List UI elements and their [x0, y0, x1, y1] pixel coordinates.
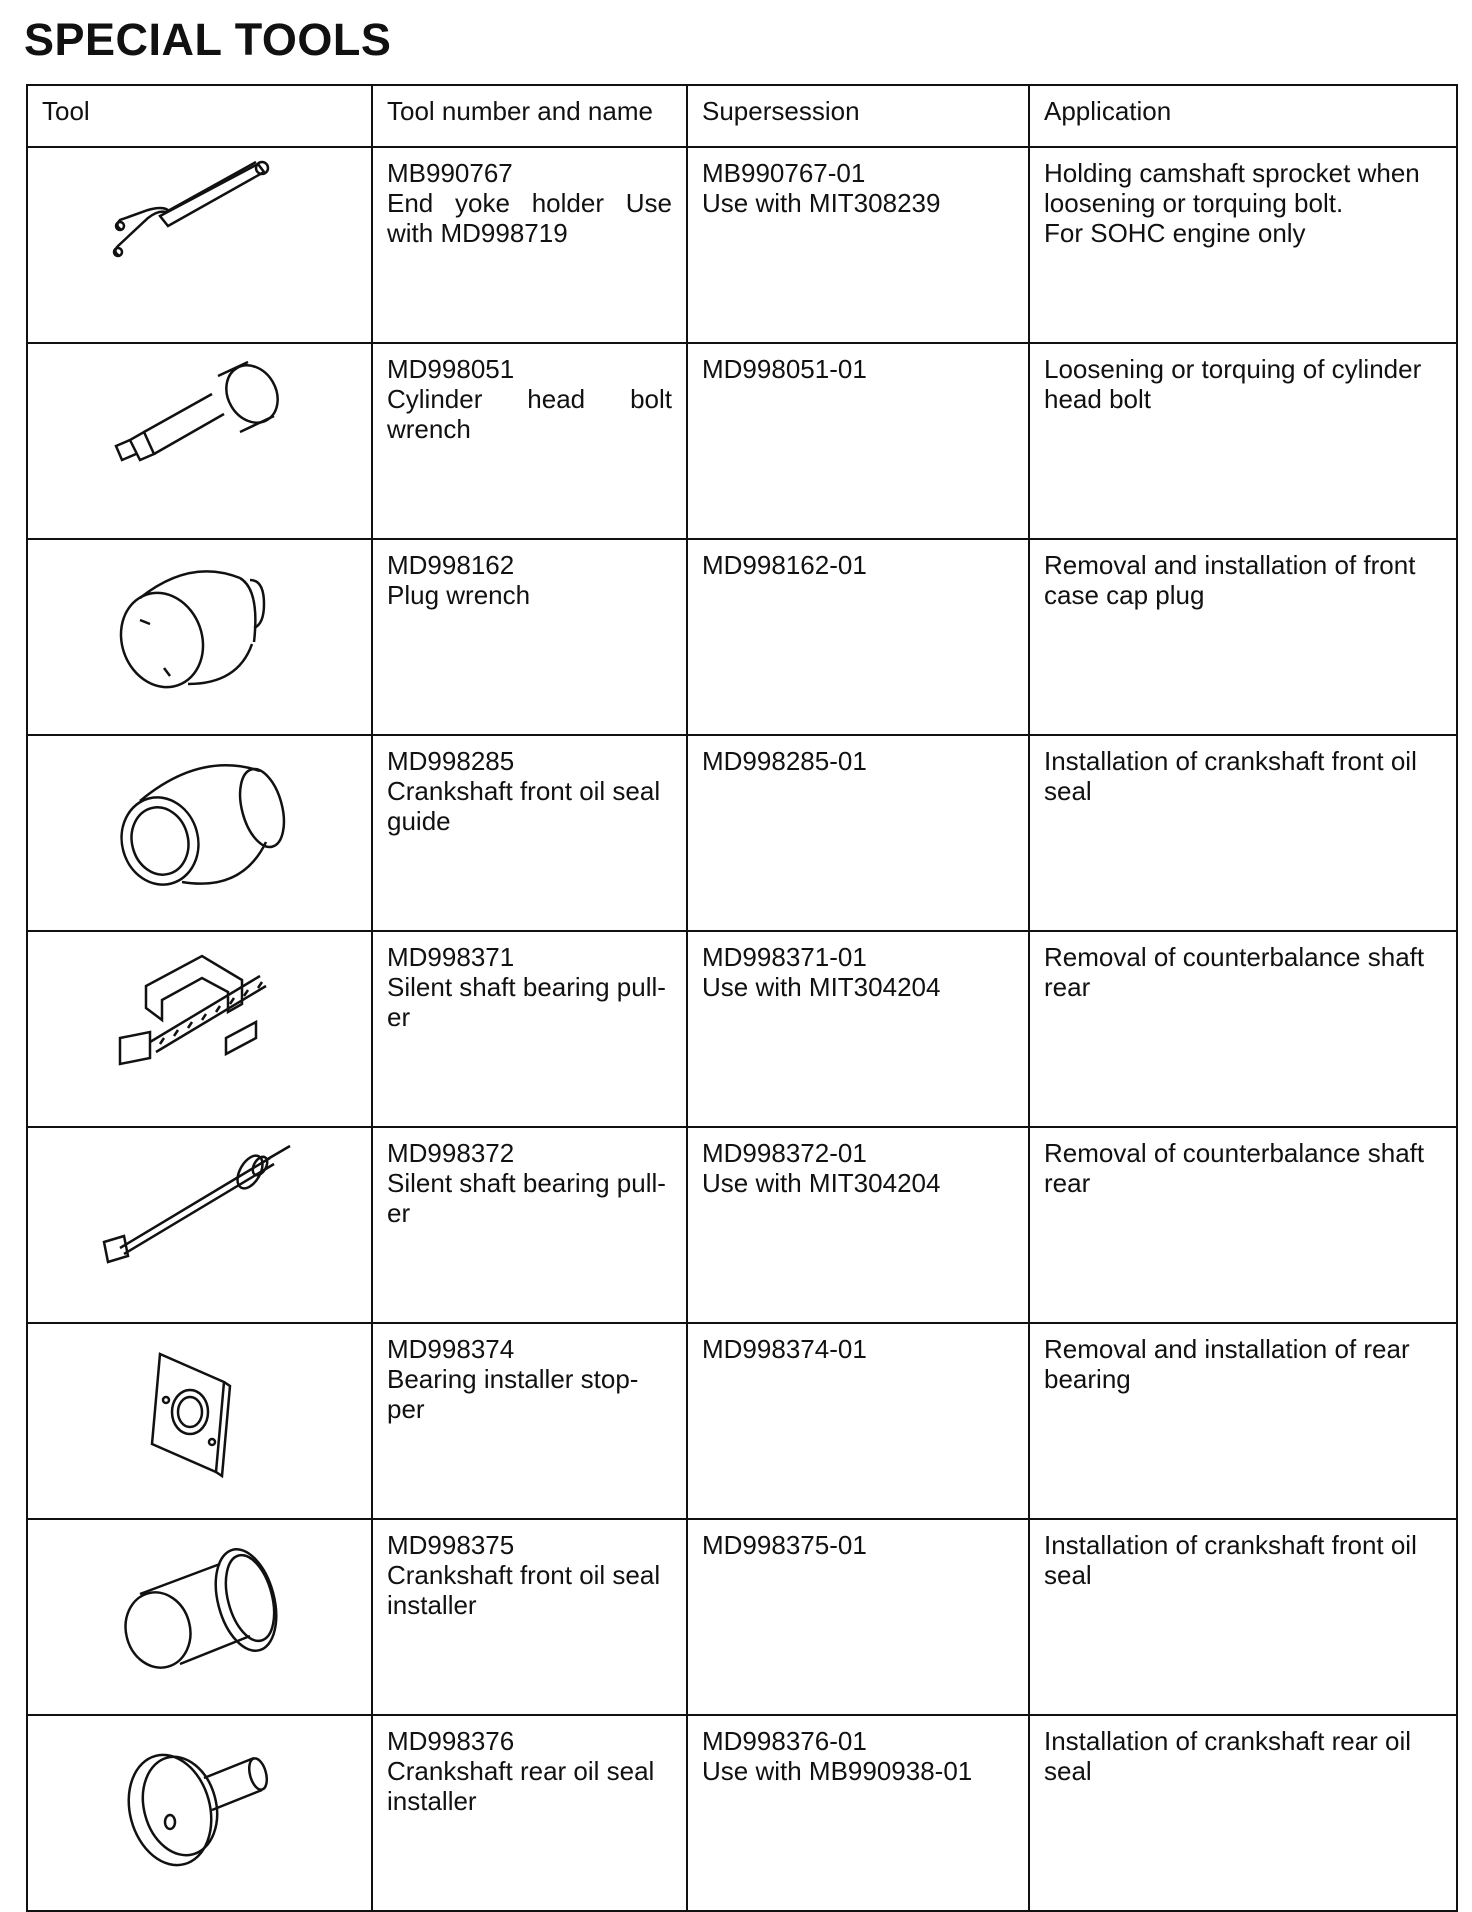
- tool-number: MD998375: [387, 1530, 515, 1560]
- supersession-note: Use with MIT304204: [702, 972, 941, 1002]
- supersession-cell: [687, 1519, 1029, 1715]
- application-cell: [1029, 931, 1457, 1127]
- tool-name: End yoke holder Use with MD998719: [387, 188, 672, 248]
- supersession-cell: [687, 147, 1029, 343]
- table-header-row: [27, 85, 1457, 147]
- tool-illustration-cell: [27, 1715, 372, 1911]
- table-row: [27, 931, 1457, 1127]
- tool-name: Crankshaft front oil seal installer: [387, 1560, 661, 1620]
- application-text: Removal of counterbalance shaft rear: [1044, 1138, 1425, 1198]
- tool-number-name-cell: [372, 1127, 687, 1323]
- tool-illustration-cell: [27, 539, 372, 735]
- oil-seal-guide-icon: [100, 746, 300, 896]
- tool-name: Bearing installer stop-per: [387, 1364, 639, 1424]
- tool-number: MD998162: [387, 550, 515, 580]
- table-row: [27, 1715, 1457, 1911]
- supersession-cell: [687, 539, 1029, 735]
- header-application: Application: [1029, 85, 1457, 147]
- tool-illustration-cell: [27, 931, 372, 1127]
- tool-name: Crankshaft front oil seal guide: [387, 776, 661, 836]
- front-oil-seal-installer-icon: [100, 1530, 300, 1680]
- supersession-number: MB990767-01: [702, 158, 866, 188]
- rear-oil-seal-installer-icon: [100, 1726, 300, 1876]
- supersession-number: MD998375-01: [702, 1530, 867, 1560]
- tool-number-name-cell: [372, 931, 687, 1127]
- tool-number-name-cell: [372, 343, 687, 539]
- page-title: SPECIAL TOOLS: [24, 14, 392, 65]
- application-text: Holding camshaft sprocket when loosening or torquing bolt.: [1044, 158, 1420, 218]
- supersession-cell: [687, 1323, 1029, 1519]
- tool-number-name-cell: [372, 539, 687, 735]
- application-cell: [1029, 735, 1457, 931]
- application-cell: [1029, 1519, 1457, 1715]
- header-tool: Tool: [27, 85, 372, 147]
- supersession-cell: [687, 1127, 1029, 1323]
- tool-illustration-cell: [27, 735, 372, 931]
- installer-stopper-plate-icon: [100, 1334, 300, 1484]
- supersession-cell: [687, 735, 1029, 931]
- application-cell: [1029, 1323, 1457, 1519]
- application-text: Removal of counterbalance shaft rear: [1044, 942, 1425, 1002]
- table-row: [27, 1323, 1457, 1519]
- table-row: [27, 1127, 1457, 1323]
- bearing-puller-clamp-icon: [100, 942, 300, 1082]
- tool-illustration-cell: [27, 1519, 372, 1715]
- tool-number: MD998376: [387, 1726, 515, 1756]
- application-text: Installation of crankshaft front oil seal: [1044, 746, 1417, 806]
- tool-number-name-cell: [372, 1715, 687, 1911]
- special-tools-table: [26, 84, 1458, 1912]
- supersession-number: MD998371-01: [702, 942, 867, 972]
- supersession-cell: [687, 1715, 1029, 1911]
- tool-number: MD998374: [387, 1334, 515, 1364]
- end-yoke-holder-icon: [100, 158, 300, 278]
- supersession-note: Use with MB990938-01: [702, 1756, 973, 1786]
- application-text: Removal and installation of front case cap plug: [1044, 550, 1416, 610]
- supersession-note: Use with MIT304204: [702, 1168, 941, 1198]
- application-cell: [1029, 1127, 1457, 1323]
- tool-number: MD998051: [387, 354, 515, 384]
- supersession-cell: [687, 343, 1029, 539]
- table-row: [27, 735, 1457, 931]
- supersession-number: MD998285-01: [702, 746, 867, 776]
- supersession-note: Use with MIT308239: [702, 188, 941, 218]
- tool-name: Crankshaft rear oil seal installer: [387, 1756, 655, 1816]
- header-tool-number-and-name: Tool number and name: [372, 85, 687, 147]
- tool-number-name-cell: [372, 147, 687, 343]
- application-text: Installation of crankshaft rear oil seal: [1044, 1726, 1412, 1786]
- tool-illustration-cell: [27, 147, 372, 343]
- cylinder-head-bolt-wrench-icon: [100, 354, 300, 494]
- tool-number-name-cell: [372, 735, 687, 931]
- supersession-number: MD998374-01: [702, 1334, 867, 1364]
- table-row: [27, 1519, 1457, 1715]
- tool-number: MD998285: [387, 746, 515, 776]
- application-cell: [1029, 539, 1457, 735]
- application-cell: [1029, 1715, 1457, 1911]
- application-text: Loosening or torquing of cylinder head bolt: [1044, 354, 1422, 414]
- tool-name: Cylinder head bolt wrench: [387, 384, 672, 444]
- supersession-number: MD998051-01: [702, 354, 867, 384]
- tool-name: Plug wrench: [387, 580, 531, 610]
- tool-number-name-cell: [372, 1519, 687, 1715]
- table-row: [27, 147, 1457, 343]
- bearing-puller-shaft-icon: [90, 1138, 310, 1278]
- application-cell: [1029, 147, 1457, 343]
- plug-wrench-icon: [100, 550, 300, 700]
- tool-illustration-cell: [27, 1127, 372, 1323]
- tool-number: MD998372: [387, 1138, 515, 1168]
- tool-illustration-cell: [27, 343, 372, 539]
- table-row: [27, 539, 1457, 735]
- tool-illustration-cell: [27, 1323, 372, 1519]
- tool-name: Silent shaft bearing pull-er: [387, 972, 666, 1032]
- application-text: Removal and installation of rear bearing: [1044, 1334, 1410, 1394]
- tool-number: MB990767: [387, 158, 513, 188]
- application-note: For SOHC engine only: [1044, 218, 1306, 248]
- application-text: Installation of crankshaft front oil seal: [1044, 1530, 1417, 1590]
- header-supersession: Supersession: [687, 85, 1029, 147]
- supersession-number: MD998372-01: [702, 1138, 867, 1168]
- application-cell: [1029, 343, 1457, 539]
- table-row: [27, 343, 1457, 539]
- tool-name: Silent shaft bearing pull-er: [387, 1168, 666, 1228]
- tool-number: MD998371: [387, 942, 515, 972]
- tool-number-name-cell: [372, 1323, 687, 1519]
- supersession-number: MD998376-01: [702, 1726, 867, 1756]
- supersession-number: MD998162-01: [702, 550, 867, 580]
- supersession-cell: [687, 931, 1029, 1127]
